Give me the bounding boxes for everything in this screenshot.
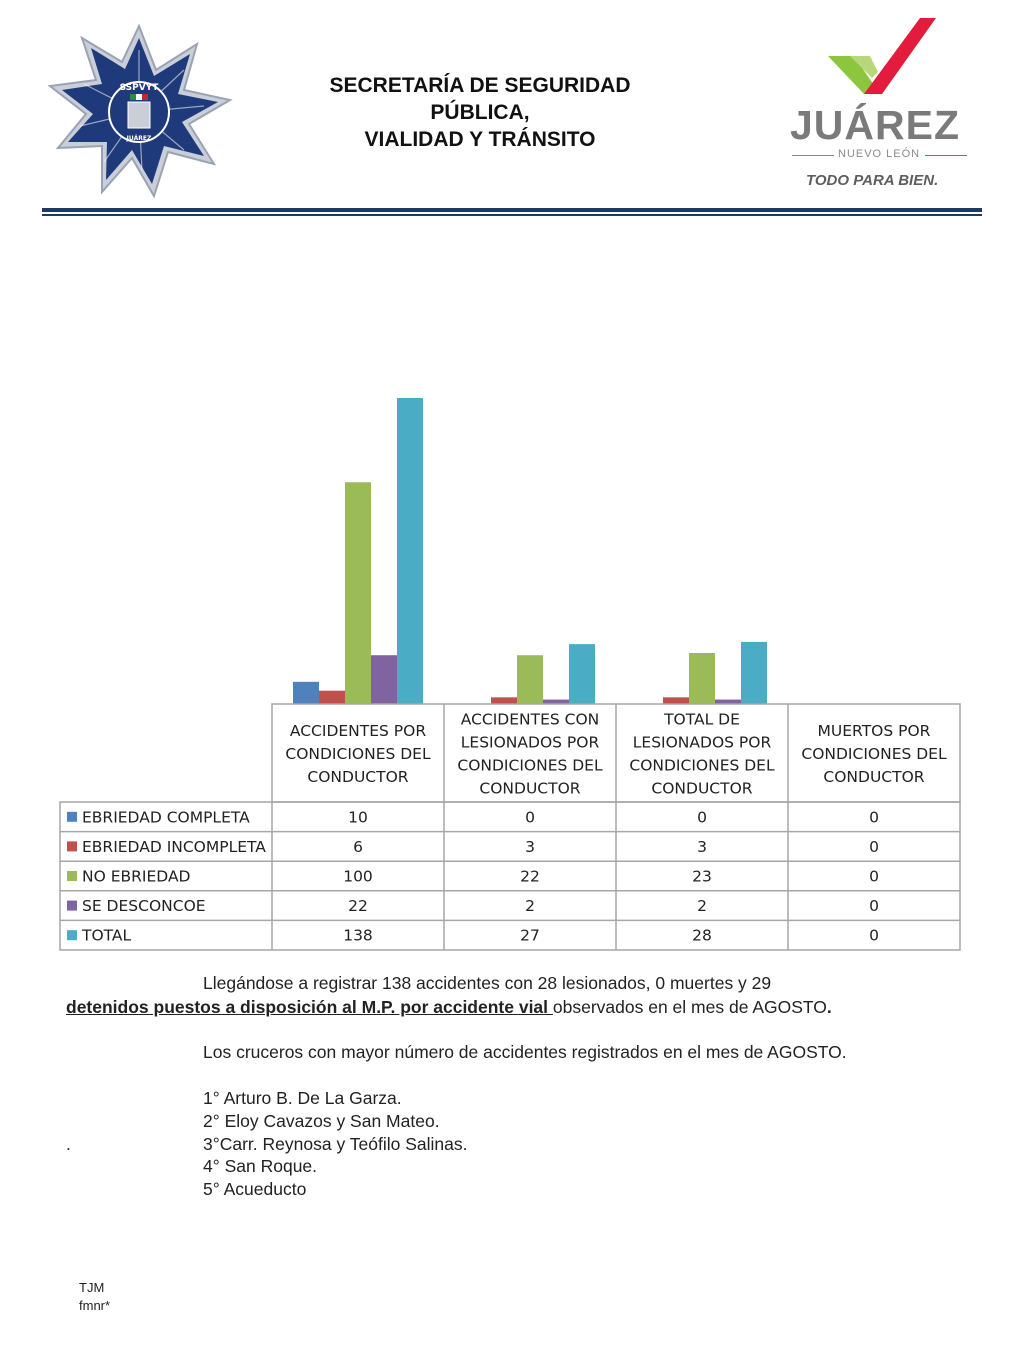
summary-detained: detenidos puestos a disposición al M.P. por accidente vial — [66, 997, 553, 1017]
bar-1-1 — [293, 682, 319, 704]
bar-2-1 — [319, 691, 345, 704]
category-label-line: CONDICIONES DEL — [801, 745, 947, 763]
series-name-3: NO EBRIEDAD — [82, 867, 191, 886]
series-name-2: EBRIEDAD INCOMPLETA — [82, 837, 266, 856]
crossing-item-4: 4° San Roque. — [203, 1156, 318, 1176]
footer-initials: TJM — [79, 1280, 105, 1295]
category-label-line: CONDUCTOR — [823, 768, 925, 786]
legend-key-1 — [67, 812, 77, 822]
bar-3-3 — [689, 653, 715, 704]
series-name-4: SE DESCONCOE — [82, 897, 206, 916]
badge-top-text: SSPVYT — [119, 83, 159, 93]
data-label-4-4: 0 — [869, 897, 879, 916]
data-label-3-2: 22 — [520, 867, 540, 886]
category-label-line: CONDICIONES DEL — [457, 756, 603, 775]
category-label-line: LESIONADOS POR — [632, 733, 772, 752]
summary-line-1: Llegándose a registrar 138 accidentes con 28 lesionados, 0 muertes y 29 — [203, 973, 772, 993]
legend-key-4 — [67, 901, 77, 911]
category-label-line: CONDICIONES DEL — [285, 745, 431, 763]
page-title-line-2: PÚBLICA, — [430, 101, 530, 124]
data-label-1-3: 0 — [697, 808, 707, 827]
footer-typist: fmnr* — [79, 1298, 111, 1313]
category-label-line: CONDUCTOR — [307, 768, 409, 786]
data-label-2-1: 6 — [353, 837, 363, 856]
bar-5-3 — [741, 642, 767, 704]
stray-period-mark: . — [66, 1134, 71, 1154]
juarez-wordmark: JUÁREZ — [790, 102, 961, 148]
crossing-item-2: 2° Eloy Cavazos y San Mateo. — [203, 1111, 440, 1131]
category-label-line: CONDUCTOR — [479, 779, 581, 798]
data-label-1-4: 0 — [869, 808, 879, 827]
crossing-item-1: 1° Arturo B. De La Garza. — [203, 1088, 402, 1108]
category-label-1 — [285, 722, 431, 786]
data-label-1-1: 10 — [348, 808, 368, 827]
badge-bottom-text: JUÁREZ — [126, 135, 152, 142]
category-label-line: CONDUCTOR — [651, 779, 753, 798]
category-label-line: ACCIDENTES POR — [289, 722, 427, 740]
category-label-4 — [801, 722, 947, 786]
summary-observed: observados en el mes de AGOSTO — [552, 997, 827, 1017]
data-label-3-3: 23 — [692, 867, 712, 886]
page-title-line-1: SECRETARÍA DE SEGURIDAD — [329, 74, 631, 97]
data-label-5-4: 0 — [869, 926, 879, 945]
category-label-line: ACCIDENTES CON — [460, 710, 600, 729]
data-label-2-4: 0 — [869, 837, 879, 856]
data-label-1-2: 0 — [525, 808, 535, 827]
data-label-4-2: 2 — [525, 897, 535, 916]
summary-period: . — [826, 997, 832, 1017]
bar-3-1 — [345, 482, 371, 704]
category-label-2 — [457, 711, 603, 798]
juarez-slogan: TODO PARA BIEN. — [806, 172, 939, 189]
legend-key-5 — [67, 930, 77, 940]
data-label-5-1: 138 — [343, 926, 373, 945]
category-label-3 — [629, 711, 775, 798]
summary-line-2 — [66, 997, 832, 1018]
category-label-line: TOTAL DE — [664, 710, 740, 729]
data-label-2-3: 3 — [697, 837, 707, 856]
bar-4-1 — [371, 655, 397, 704]
data-label-4-1: 22 — [348, 897, 368, 916]
legend-key-3 — [67, 871, 77, 881]
series-name-5: TOTAL — [82, 926, 132, 945]
category-label-line: CONDICIONES DEL — [629, 756, 775, 775]
bar-5-2 — [569, 644, 595, 704]
crossing-item-3: 3°Carr. Reynosa y Teófilo Salinas. — [203, 1134, 468, 1154]
bar-2-2 — [491, 697, 517, 704]
category-label-line: LESIONADOS POR — [460, 733, 600, 752]
bar-2-3 — [663, 697, 689, 704]
juarez-state-label: NUEVO LEÓN — [838, 148, 921, 160]
crossings-intro: Los cruceros con mayor número de accidentes registrados en el mes de AGOSTO. — [203, 1042, 847, 1062]
data-label-5-3: 28 — [692, 926, 712, 945]
category-label-line: MUERTOS POR — [817, 722, 931, 740]
data-label-5-2: 27 — [520, 926, 540, 945]
data-label-2-2: 3 — [525, 837, 535, 856]
bar-5-1 — [397, 398, 423, 704]
series-name-1: EBRIEDAD COMPLETA — [82, 808, 250, 827]
data-label-3-1: 100 — [343, 867, 373, 886]
data-label-3-4: 0 — [869, 867, 879, 886]
data-label-4-3: 2 — [697, 897, 707, 916]
crossing-item-5: 5° Acueducto — [203, 1179, 307, 1199]
page-title-line-3: VIALIDAD Y TRÁNSITO — [364, 128, 596, 151]
bar-3-2 — [517, 655, 543, 704]
legend-key-2 — [67, 841, 77, 851]
